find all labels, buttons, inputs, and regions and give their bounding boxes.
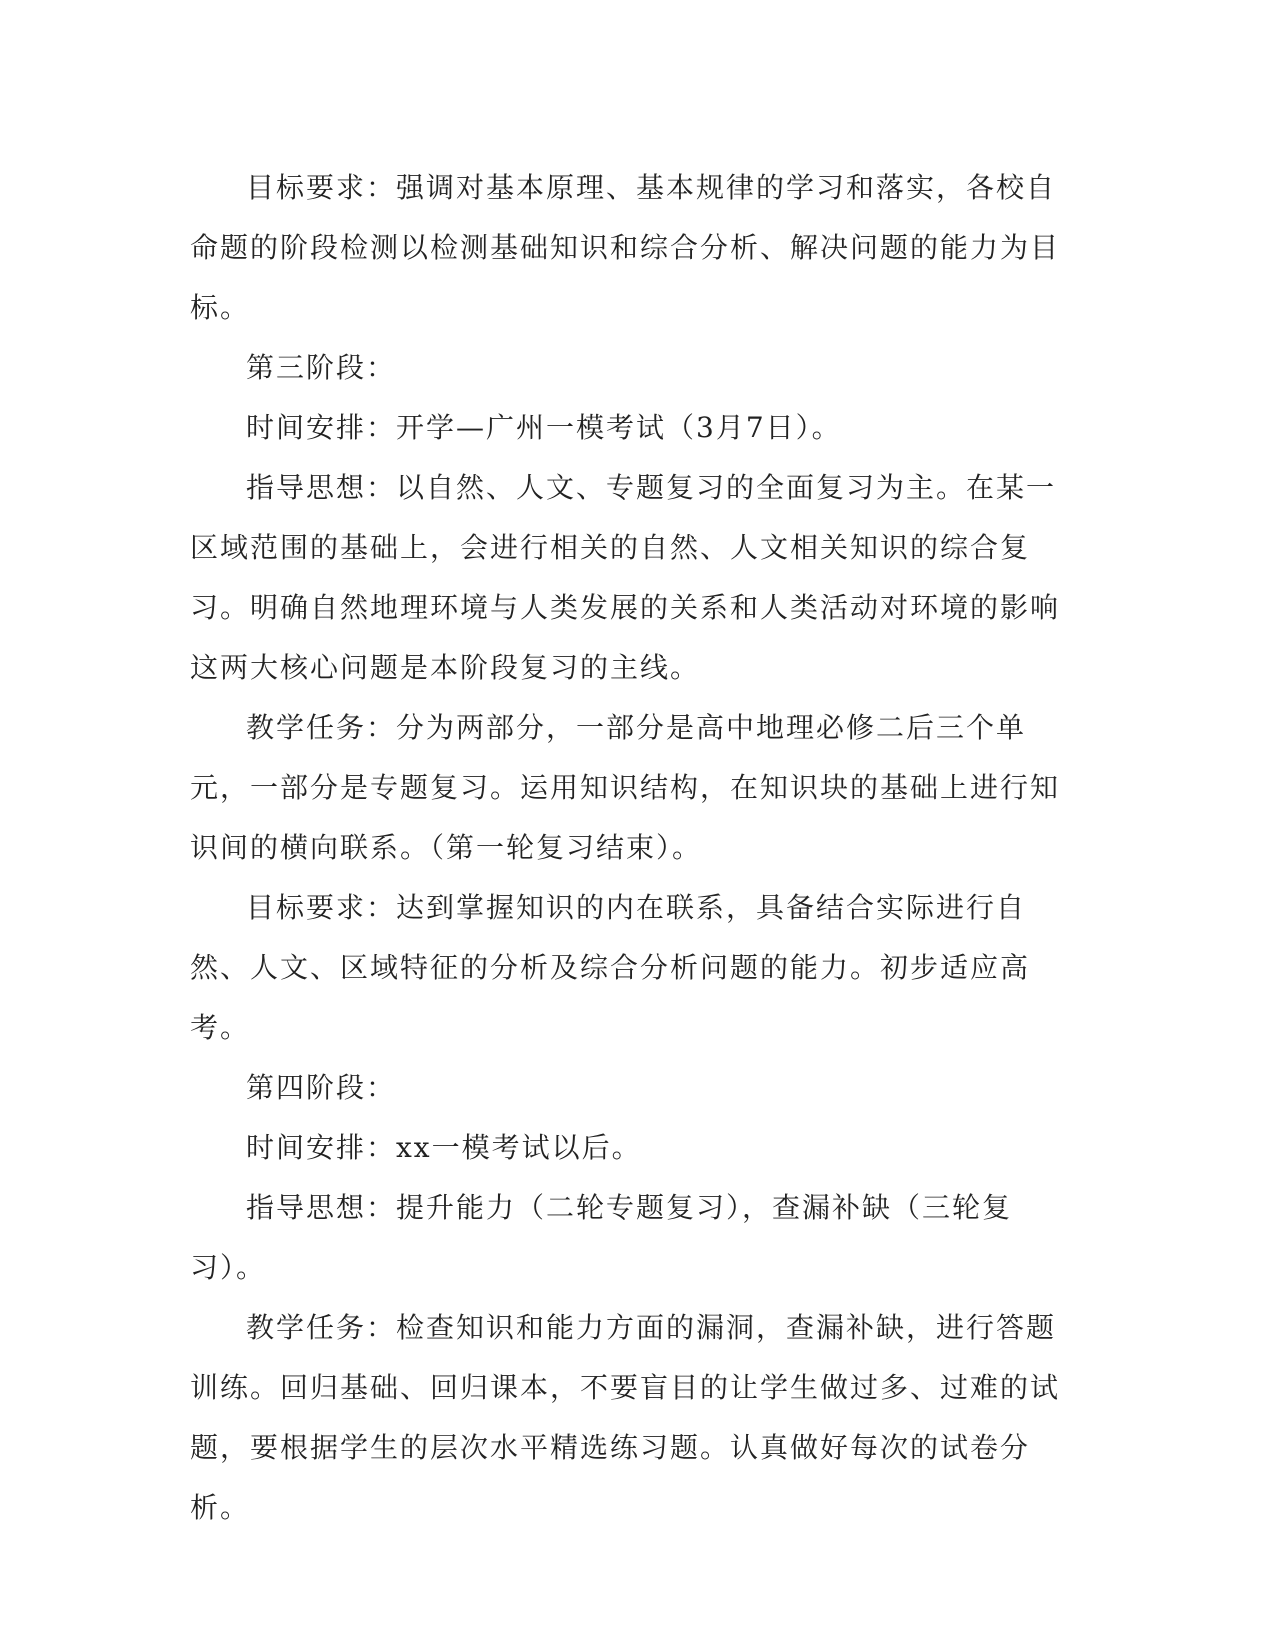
paragraph-stage-three-goals: 目标要求：达到掌握知识的内在联系，具备结合实际进行自然、人文、区域特征的分析及综合分析问题的能力。初步适应高考。 bbox=[190, 891, 1031, 1044]
document-body bbox=[190, 158, 1070, 1538]
paragraph-stage-four-guidance: 指导思想：提升能力（二轮专题复习），查漏补缺（三轮复习）。 bbox=[190, 1191, 1013, 1284]
paragraph-goal-requirements-1: 目标要求：强调对基本原理、基本规律的学习和落实，各校自命题的阶段检测以检测基础知识和综合分析、解决问题的能力为目标。 bbox=[190, 171, 1061, 324]
paragraph-stage-four-tasks: 教学任务：检查知识和能力方面的漏洞，查漏补缺，进行答题训练。回归基础、回归课本，不要盲目的让学生做过多、过难的试题，要根据学生的层次水平精选练习题。认真做好每次的试卷分析。 bbox=[190, 1311, 1061, 1524]
paragraph-stage-three-heading: 第三阶段： bbox=[246, 351, 397, 384]
paragraph-stage-three-guidance: 指导思想：以自然、人文、专题复习的全面复习为主。在某一区域范围的基础上，会进行相关的自然、人文相关知识的综合复习。明确自然地理环境与人类发展的关系和人类活动对环境的影响这两大核心问题是本阶段复习的主线。 bbox=[190, 471, 1061, 684]
paragraph-stage-four-heading: 第四阶段： bbox=[246, 1071, 397, 1104]
paragraph-stage-three-tasks: 教学任务：分为两部分，一部分是高中地理必修二后三个单元，一部分是专题复习。运用知识结构，在知识块的基础上进行知识间的横向联系。（第一轮复习结束）。 bbox=[190, 711, 1061, 864]
paragraph-stage-three-schedule: 时间安排：开学—广州一模考试（3月7日）。 bbox=[246, 411, 842, 444]
paragraph-stage-four-schedule: 时间安排：xx一模考试以后。 bbox=[246, 1131, 642, 1164]
